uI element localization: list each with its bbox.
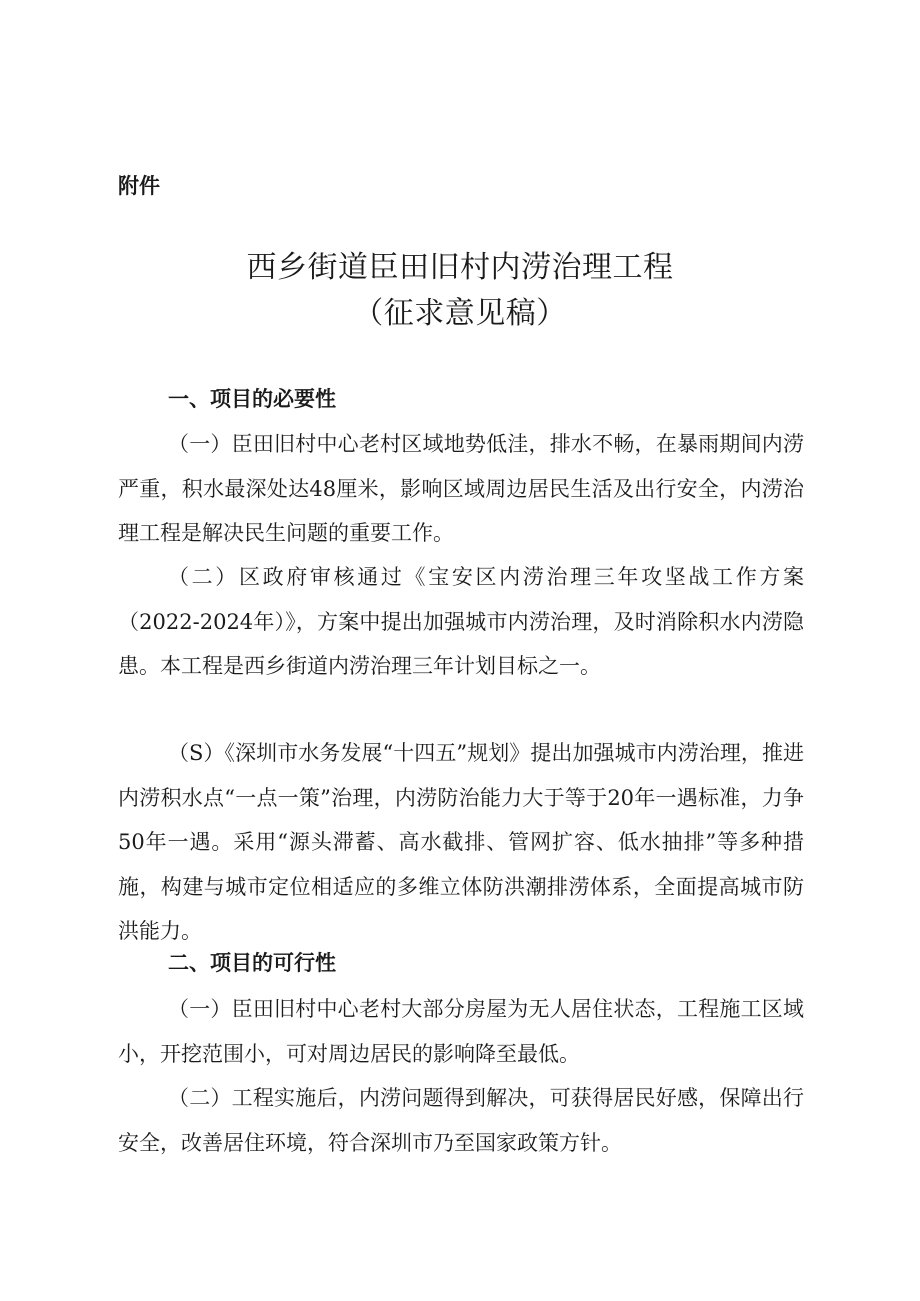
section-heading-necessity: 一、项目的必要性 — [168, 387, 336, 411]
section-heading-feasibility: 二、项目的可行性 — [168, 951, 336, 975]
paragraph: （一）臣田旧村中心老村区域地势低洼，排水不畅，在暴雨期间内涝严重，积水最深处达48厘米，影响区域周边居民生活及出行安全，内涝治理工程是解决民生问题的重要工作。 — [118, 432, 804, 545]
document-title: 西乡街道臣田旧村内涝治理工程 — [246, 250, 674, 285]
document-subtitle: （征求意见稿） — [353, 296, 567, 331]
attachment-label: 附件 — [118, 174, 160, 198]
paragraph: （S）《深圳市水务发展“十四五”规划》提出加强城市内涝治理，推进内涝积水点“一点一策”治理，内涝防治能力大于等于20年一遇标准，力争50年一遇。采用“源头滞蓄、高水截排、管网扩容、低水抽排”等多种措施，构建与城市定位相适应的多维立体防洪潮排涝体系，全面提高城市防洪能力。 — [118, 741, 804, 943]
paragraph: （一）臣田旧村中心老村大部分房屋为无人居住状态，工程施工区域小，开挖范围小，可对周边居民的影响降至最低。 — [118, 997, 804, 1066]
paragraph: （二）区政府审核通过《宝安区内涝治理三年攻坚战工作方案（2022-2024年）》，方案中提出加强城市内涝治理，及时消除积水内涝隐患。本工程是西乡街道内涝治理三年计划目标之一。 — [118, 565, 804, 678]
paragraph: （二）工程实施后，内涝问题得到解决，可获得居民好感，保障出行安全，改善居住环境，符合深圳市乃至国家政策方针。 — [118, 1086, 804, 1155]
